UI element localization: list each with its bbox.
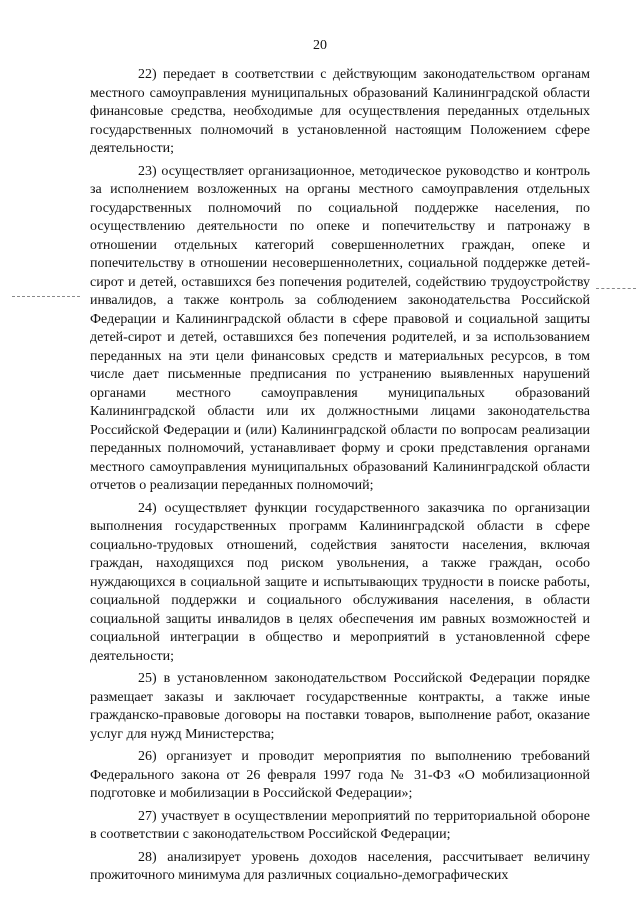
paragraph-28: 28) анализирует уровень доходов населения, рассчитывает величину прожиточного минимума для различных социально-демографических <box>90 849 590 883</box>
paragraph-27: 27) участвует в осуществлении мероприятий по территориальной обороне в соответствии с законодательством Российской Федерации; <box>90 808 590 842</box>
paragraph-26: 26) организует и проводит мероприятия по выполнению требований Федерального закона от 26 февраля 1997 года № 31-ФЗ «О мобилизационной подготовке и мобилизации в Российской Федерации»; <box>90 749 590 801</box>
paragraph-22: 22) передает в соответствии с действующим законодательством органам местного самоуправления муниципальных образований Калининградской области финансовые средства, необходимые для осуществления переданных отдельных государственных полномочий в установленной настоящим Положением сфере деятельности; <box>90 67 590 156</box>
left-margin-mark <box>12 296 80 297</box>
paragraph-25: 25) в установленном законодательством Российской Федерации порядке размещает заказы и заключает государственные контракты, а также иные гражданско-правовые договоры на поставки товаров, выполнение работ, оказание услуг для нужд Министерства; <box>90 671 590 742</box>
paragraph-23: 23) осуществляет организационное, методическое руководство и контроль за исполнением возложенных на органы местного самоуправления отдельных государственных полномочий по социальной поддержке населения, по осуществлению деятельности по опеке и попечительству и патронажу в отношении отдельных категорий совершеннолетних граждан, опеке и попечительству в отношении несовершеннолетних, социальной поддержке детей-сирот и детей, оставшихся без попечения родителей, содействию трудоустройству инвалидов, а также контроль за соблюдением законодательства Российской Федерации и Калининградской области в сфере правовой и социальной защиты детей-сирот и детей, оставшихся без попечения родителей, и за использованием переданных на эти цели финансовых средств и материальных ресурсов, в том числе дает письменные предписания по устранению выявленных нарушений органами местного самоуправления муниципальных образований Калининградской области или их должностными лицами законодательства Российской Федерации и (или) Калининградской области по вопросам реализации переданных полномочий, устанавливает форму и сроки представления органами местного самоуправления муниципальных образований Калининградской области отчетов о реализации переданных полномочий; <box>90 163 590 493</box>
paragraph-24: 24) осуществляет функции государственного заказчика по организации выполнения государственных программ Калининградской области в сфере социально-трудовых отношений, содействия занятости населения, включая граждан, находящихся под риском увольнения, а также граждан, особо нуждающихся в социальной защите и испытывающих трудности в поиске работы, социальной поддержки и социального обслуживания населения, в области социальной защиты инвалидов в целях обеспечения им равных возможностей и социальной интеграции в общество и мероприятий в установленной сфере деятельности; <box>90 500 590 664</box>
page-number: 20 <box>313 38 327 53</box>
right-margin-mark <box>596 288 636 289</box>
document-body <box>90 66 590 890</box>
